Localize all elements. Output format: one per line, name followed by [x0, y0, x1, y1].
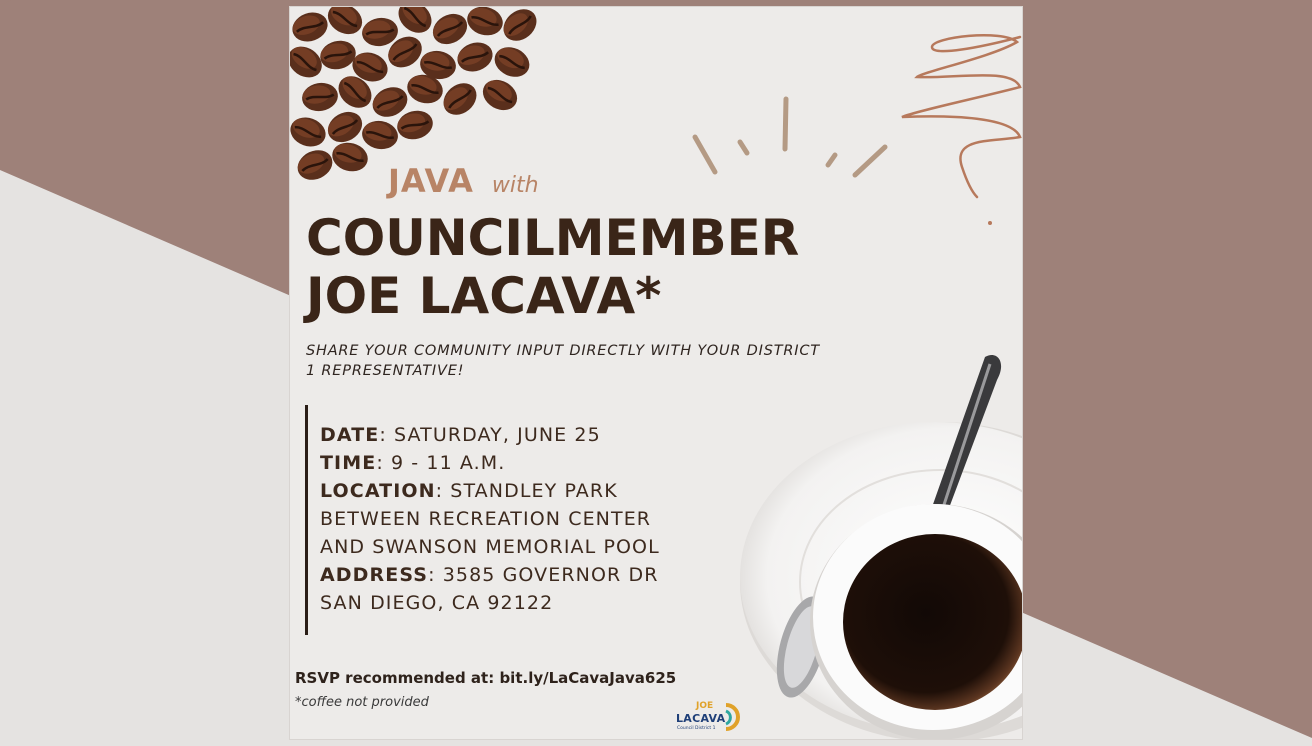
logo-subtitle: Council District 1: [677, 726, 716, 731]
address-row: [320, 561, 760, 589]
logo-joe: JOE: [696, 701, 714, 711]
headline: [306, 209, 799, 325]
decorative-squiggle: [892, 17, 1022, 227]
coffee-cup-image: [735, 332, 1022, 739]
coffee-bean: [477, 74, 522, 116]
coffee-bean: [392, 7, 438, 39]
time-row: [320, 449, 760, 477]
tagline: SHARE YOUR COMMUNITY INPUT DIRECTLY WITH YOUR DISTRICT 1 REPRESENTATIVE!: [306, 343, 820, 379]
location-row: [320, 477, 760, 505]
coffee-bean: [394, 107, 436, 143]
logo-arc-icon: [722, 702, 744, 732]
coffee-note: *coffee not provided: [295, 695, 429, 710]
coffee-bean: [437, 77, 483, 122]
rsvp-text: RSVP recommended at: bit.ly/LaCavaJava625: [295, 669, 677, 687]
coffee-bean: [329, 139, 371, 175]
java-word: JAVA: [388, 162, 474, 200]
lacava-logo: [674, 700, 744, 739]
coffee-bean: [490, 42, 534, 83]
headline-line-2: JOE LACAVA*: [306, 267, 662, 325]
coffee-bean: [290, 8, 332, 47]
coffee-bean: [317, 37, 359, 73]
coffee-bean: [293, 145, 337, 182]
location-label: LOCATION: [320, 480, 436, 502]
location-value: : STANDLEY PARK: [435, 480, 618, 502]
date-value: : SATURDAY, JUNE 25: [379, 424, 601, 446]
address-value: : 3585 GOVERNOR DR: [428, 564, 659, 586]
decorative-burst-lines: [685, 87, 895, 187]
location-line-3: AND SWANSON MEMORIAL POOL: [320, 536, 660, 558]
coffee-bean: [427, 8, 472, 50]
coffee-bean: [360, 118, 400, 152]
with-word: with: [491, 173, 539, 198]
address-label: ADDRESS: [320, 564, 429, 586]
time-label: TIME: [320, 452, 377, 474]
time-value: : 9 - 11 A.M.: [376, 452, 506, 474]
coffee-bean: [300, 80, 340, 114]
location-line-2: BETWEEN RECREATION CENTER: [320, 508, 652, 530]
event-details: [305, 405, 760, 635]
java-with-heading: [388, 162, 539, 200]
coffee-beans-image: [290, 7, 560, 182]
coffee-bean: [290, 113, 330, 152]
date-row: [320, 421, 760, 449]
event-flyer: [290, 7, 1022, 739]
coffee-bean: [322, 106, 367, 148]
logo-lacava: LACAVA: [676, 712, 726, 725]
date-label: DATE: [320, 424, 380, 446]
coffee-bean: [322, 7, 367, 40]
coffee-bean: [464, 7, 506, 39]
headline-line-1: COUNCILMEMBER: [306, 209, 800, 267]
coffee-bean: [453, 38, 496, 77]
coffee-bean: [497, 7, 543, 47]
address-line-2: SAN DIEGO, CA 92122: [320, 592, 554, 614]
